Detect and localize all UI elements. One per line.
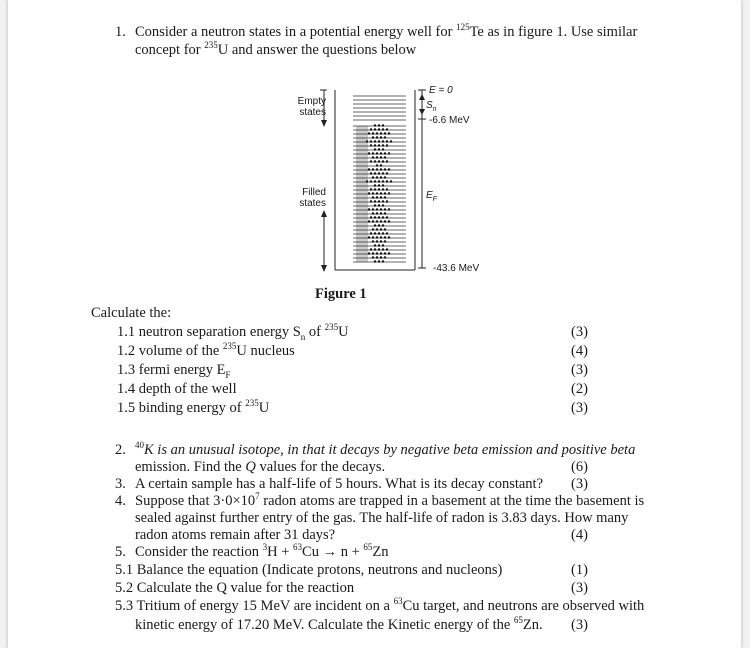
calc-item-1-3-marks: (3) bbox=[571, 362, 588, 378]
neutron bbox=[380, 220, 382, 222]
q5-3-marks: (3) bbox=[571, 617, 588, 633]
neutron bbox=[384, 168, 386, 170]
neutron bbox=[388, 168, 390, 170]
neutron bbox=[378, 128, 380, 130]
neutron bbox=[368, 208, 370, 210]
neutron bbox=[386, 200, 388, 202]
neutron bbox=[386, 180, 388, 182]
neutron bbox=[380, 196, 382, 198]
neutron bbox=[380, 236, 382, 238]
neutron bbox=[384, 240, 386, 242]
neutron bbox=[386, 160, 388, 162]
neutron bbox=[380, 256, 382, 258]
neutron bbox=[370, 172, 372, 174]
neutron bbox=[390, 180, 392, 182]
neutron bbox=[384, 132, 386, 134]
neutron bbox=[374, 140, 376, 142]
neutron bbox=[368, 168, 370, 170]
neutron bbox=[370, 180, 372, 182]
neutron bbox=[376, 236, 378, 238]
calc-item-1-5-marks: (3) bbox=[571, 400, 588, 416]
calc-item-1-3: 1.3 fermi energy $E_F$ bbox=[117, 362, 231, 380]
neutron bbox=[382, 232, 384, 234]
neutron bbox=[382, 244, 384, 246]
neutron bbox=[374, 260, 376, 262]
neutron bbox=[372, 176, 374, 178]
neutron bbox=[374, 224, 376, 226]
neutron bbox=[388, 192, 390, 194]
calc-item-1-2-marks: (4) bbox=[571, 343, 588, 359]
neutron bbox=[374, 172, 376, 174]
q3-marks: (3) bbox=[571, 476, 588, 492]
neutron bbox=[380, 156, 382, 158]
neutron bbox=[384, 228, 386, 230]
neutron bbox=[378, 148, 380, 150]
neutron bbox=[386, 140, 388, 142]
neutron bbox=[376, 228, 378, 230]
neutron bbox=[378, 200, 380, 202]
filled-states-label: Filled states bbox=[299, 187, 326, 209]
q1-line-2: concept for $^{235}$U and answer the questions below bbox=[135, 40, 417, 58]
neutron bbox=[378, 188, 380, 190]
neutron bbox=[388, 152, 390, 154]
neutron bbox=[376, 256, 378, 258]
q2-line-2: emission. Find the Q values for the decays. bbox=[135, 459, 386, 475]
ef-label: $E_F$ bbox=[426, 190, 437, 203]
neutron bbox=[374, 188, 376, 190]
neutron bbox=[378, 184, 380, 186]
sn-value-label: -6.6 MeV bbox=[429, 115, 470, 126]
bottom-value-label: -43.6 MeV bbox=[433, 263, 480, 274]
empty-states-label: Empty states bbox=[297, 96, 326, 118]
calc-item-1-4-marks: (2) bbox=[571, 381, 588, 397]
calc-item-1-2: 1.2 volume of the $^{235}$U nucleus bbox=[117, 341, 295, 359]
neutron bbox=[378, 244, 380, 246]
q1-line-1: Consider a neutron states in a potential energy well for $^{125}$Te as in figure 1. Use similar bbox=[135, 22, 638, 40]
neutron bbox=[388, 208, 390, 210]
neutron bbox=[388, 236, 390, 238]
q5-1-text: 5.1 Balance the equation (Indicate protons, neutrons and nucleons) bbox=[115, 562, 503, 578]
neutron bbox=[372, 220, 374, 222]
q3-text: A certain sample has a half-life of 5 hours. What is its decay constant? bbox=[135, 476, 544, 492]
q2-marks: (6) bbox=[571, 459, 588, 475]
neutron bbox=[376, 240, 378, 242]
neutron bbox=[382, 224, 384, 226]
neutron bbox=[384, 156, 386, 158]
neutron bbox=[384, 176, 386, 178]
e-zero-label: E = 0 bbox=[429, 85, 453, 96]
neutron bbox=[376, 220, 378, 222]
neutron bbox=[368, 220, 370, 222]
q5-3-line-2: kinetic energy of 17.20 MeV. Calculate the Kinetic energy of the $^{65}$Zn. bbox=[135, 615, 543, 633]
document-page bbox=[8, 0, 741, 648]
neutron bbox=[372, 236, 374, 238]
q5-1-marks: (1) bbox=[571, 562, 588, 578]
neutron bbox=[372, 240, 374, 242]
neutron bbox=[382, 216, 384, 218]
neutron bbox=[390, 140, 392, 142]
neutron bbox=[372, 152, 374, 154]
neutron bbox=[378, 260, 380, 262]
neutron bbox=[382, 148, 384, 150]
neutron bbox=[376, 164, 378, 166]
neutron bbox=[384, 236, 386, 238]
neutron bbox=[378, 140, 380, 142]
neutron bbox=[372, 156, 374, 158]
neutron bbox=[370, 248, 372, 250]
q2-number: 2. bbox=[115, 442, 126, 458]
neutron bbox=[378, 180, 380, 182]
neutron bbox=[374, 144, 376, 146]
neutron bbox=[374, 124, 376, 126]
neutron bbox=[380, 212, 382, 214]
neutron bbox=[380, 240, 382, 242]
q5-reaction: Consider the reaction $^3$H + $^{63}$Cu → n + $^{65}$Zn bbox=[135, 542, 389, 560]
neutron bbox=[382, 172, 384, 174]
neutron bbox=[378, 204, 380, 206]
neutron bbox=[382, 248, 384, 250]
neutron bbox=[384, 196, 386, 198]
q5-2-text: 5.2 Calculate the Q value for the reaction bbox=[115, 580, 355, 596]
neutron bbox=[372, 136, 374, 138]
energy-well-diagram bbox=[8, 0, 741, 300]
neutron bbox=[376, 136, 378, 138]
calc-heading: Calculate the: bbox=[91, 305, 172, 321]
neutron bbox=[374, 180, 376, 182]
q5-2-marks: (3) bbox=[571, 580, 588, 596]
q4-line-3: radon atoms remain after 31 days? bbox=[135, 527, 336, 543]
neutron bbox=[386, 248, 388, 250]
neutron bbox=[380, 228, 382, 230]
neutron bbox=[376, 192, 378, 194]
neutron bbox=[378, 124, 380, 126]
q3-number: 3. bbox=[115, 476, 126, 492]
neutron bbox=[384, 256, 386, 258]
neutron bbox=[382, 124, 384, 126]
neutron bbox=[378, 248, 380, 250]
neutron bbox=[380, 152, 382, 154]
calc-item-1-5: 1.5 binding energy of $^{235}$U bbox=[117, 398, 270, 416]
neutron bbox=[382, 140, 384, 142]
neutron bbox=[382, 184, 384, 186]
calc-item-1-4: 1.4 depth of the well bbox=[117, 381, 237, 397]
neutron bbox=[386, 172, 388, 174]
neutron bbox=[382, 160, 384, 162]
neutron bbox=[380, 168, 382, 170]
neutron bbox=[370, 200, 372, 202]
neutron bbox=[376, 132, 378, 134]
calc-item-1-1: 1.1 neutron separation energy $S_n$ of $^{235}$U bbox=[117, 322, 349, 342]
neutron bbox=[384, 152, 386, 154]
neutron bbox=[384, 208, 386, 210]
neutron bbox=[376, 252, 378, 254]
neutron bbox=[388, 132, 390, 134]
neutron bbox=[374, 244, 376, 246]
neutron bbox=[372, 168, 374, 170]
neutron bbox=[374, 248, 376, 250]
neutron bbox=[382, 204, 384, 206]
neutron bbox=[386, 232, 388, 234]
neutron bbox=[366, 180, 368, 182]
neutron bbox=[384, 252, 386, 254]
neutron bbox=[386, 144, 388, 146]
neutron bbox=[368, 252, 370, 254]
neutron bbox=[380, 132, 382, 134]
q4-line-2: sealed against further entry of the gas. The half-life of radon is 3.83 days. How many bbox=[135, 510, 629, 526]
neutron bbox=[374, 148, 376, 150]
neutron bbox=[388, 220, 390, 222]
neutron bbox=[376, 152, 378, 154]
neutron bbox=[378, 216, 380, 218]
neutron bbox=[388, 252, 390, 254]
neutron bbox=[386, 216, 388, 218]
q1-number: 1. bbox=[115, 24, 126, 40]
neutron bbox=[382, 260, 384, 262]
neutron bbox=[374, 204, 376, 206]
neutron bbox=[382, 128, 384, 130]
neutron bbox=[374, 128, 376, 130]
neutron bbox=[378, 160, 380, 162]
neutron bbox=[380, 136, 382, 138]
neutron bbox=[374, 216, 376, 218]
neutron bbox=[382, 200, 384, 202]
q4-line-1: Suppose that $3\cdot 0\times 10^7$ radon atoms are trapped in a basement at the time the basement is bbox=[135, 491, 645, 509]
neutron bbox=[370, 144, 372, 146]
neutron bbox=[372, 256, 374, 258]
neutron bbox=[376, 212, 378, 214]
calc-item-1-1-marks: (3) bbox=[571, 324, 588, 340]
neutron bbox=[374, 160, 376, 162]
neutron bbox=[378, 224, 380, 226]
neutron bbox=[374, 232, 376, 234]
figure-caption: Figure 1 bbox=[315, 286, 367, 302]
neutron bbox=[384, 192, 386, 194]
neutron bbox=[366, 140, 368, 142]
neutron bbox=[376, 208, 378, 210]
neutron bbox=[370, 140, 372, 142]
neutron bbox=[374, 184, 376, 186]
neutron bbox=[370, 128, 372, 130]
neutron bbox=[380, 192, 382, 194]
neutron bbox=[372, 208, 374, 210]
neutron bbox=[368, 132, 370, 134]
sn-label: $S_n$ bbox=[426, 100, 437, 113]
neutron bbox=[380, 208, 382, 210]
neutron bbox=[380, 176, 382, 178]
q4-marks: (4) bbox=[571, 527, 588, 543]
neutron bbox=[386, 128, 388, 130]
q5-number: 5. bbox=[115, 544, 126, 560]
neutron bbox=[378, 144, 380, 146]
neutron bbox=[378, 172, 380, 174]
neutron bbox=[376, 196, 378, 198]
neutron bbox=[372, 252, 374, 254]
neutron bbox=[370, 232, 372, 234]
neutron bbox=[376, 176, 378, 178]
q5-3-line-1: 5.3 Tritium of energy 15 MeV are incident on a $^{63}$Cu target, and neutrons are observed with bbox=[115, 596, 645, 614]
neutron bbox=[384, 220, 386, 222]
neutron bbox=[370, 160, 372, 162]
neutron bbox=[378, 232, 380, 234]
neutron bbox=[372, 228, 374, 230]
neutron bbox=[372, 192, 374, 194]
neutron bbox=[374, 200, 376, 202]
neutron bbox=[368, 192, 370, 194]
neutron bbox=[372, 132, 374, 134]
neutron bbox=[382, 144, 384, 146]
neutron bbox=[380, 164, 382, 166]
neutron bbox=[384, 136, 386, 138]
neutron bbox=[380, 252, 382, 254]
q2-line-1: $^{40}$K is an unusual isotope, in that it decays by negative beta emission and positive beta bbox=[135, 440, 636, 458]
neutron bbox=[372, 212, 374, 214]
neutron bbox=[384, 212, 386, 214]
q4-number: 4. bbox=[115, 493, 126, 509]
neutron bbox=[382, 188, 384, 190]
neutron bbox=[376, 168, 378, 170]
neutron bbox=[386, 188, 388, 190]
neutron bbox=[368, 236, 370, 238]
neutron bbox=[368, 152, 370, 154]
neutron bbox=[370, 188, 372, 190]
neutron bbox=[370, 216, 372, 218]
neutron bbox=[382, 180, 384, 182]
neutron bbox=[376, 156, 378, 158]
neutron bbox=[372, 196, 374, 198]
